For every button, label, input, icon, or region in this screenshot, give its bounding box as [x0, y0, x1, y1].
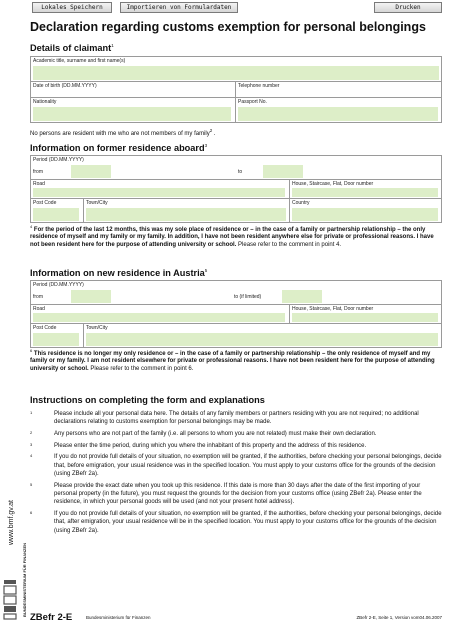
new-town-label: Town/City — [86, 325, 108, 331]
footer-reference: ZBefr 2-E, Seite 1, Version vom04.06.2007 — [356, 615, 442, 620]
former-road-row — [31, 180, 441, 199]
toolbar — [0, 0, 452, 16]
new-postcode-label: Post Code — [33, 325, 57, 331]
claimant-name-field[interactable] — [33, 66, 439, 80]
new-road-row — [31, 305, 441, 324]
former-period-label: Period (DD.MM.YYYY) — [33, 157, 84, 163]
passport-field[interactable] — [238, 107, 438, 121]
former-road-field[interactable] — [33, 188, 285, 197]
instruction-number: 5 — [30, 481, 33, 487]
new-period-label: Period (DD.MM.YYYY) — [33, 282, 84, 288]
claimant-heading: Details of claimant$^1$ — [30, 43, 114, 54]
resident-statement: No persons are resident with me who are not members of my family$^2$ . — [30, 128, 216, 137]
former-postcode-field[interactable] — [33, 208, 79, 221]
claimant-nationality-row — [31, 98, 441, 123]
former-road-label: Road — [33, 181, 45, 187]
instruction-text: If you do not provide full details of your situation, no exemption will be granted, if the authorities, before checking your personal belongings, decide that, before emigration, your usual residence was in the specified location. You must apply to your customs office for the grounds of the decision (using ZBefr 2a). — [54, 454, 442, 477]
former-to-field[interactable] — [263, 165, 303, 178]
new-period-row — [31, 281, 441, 305]
page-title: Declaration regarding customs exemption for personal belongings — [30, 20, 426, 34]
import-form-data-button[interactable]: Importieren von Formulardaten — [120, 2, 238, 13]
new-house-label: House, Staircase, Flat, Door number — [292, 306, 374, 312]
former-town-field[interactable] — [86, 208, 286, 221]
former-residence-note: $^4$ For the period of the last 12 months, this was my sole place of residence or – in the case of a family or partnership relationship – the only residence of myself and my family or my family. In addition, I have not been resident anywhere else for private or professional reasons. I have not been resident here for the purpose of attending university or school. Please refer to the comment in point 4. — [30, 224, 434, 248]
former-from-label: from — [33, 169, 43, 175]
academic-title-label: Academic title, surname and first name(s) — [33, 58, 126, 64]
former-house-label: House, Staircase, Flat, Door number — [292, 181, 374, 187]
instruction-item — [30, 510, 442, 535]
instruction-text: Please include all your personal data here. The details of any family members or partners residing with you are not required; no additional declarations relating to customs exemption for personal belongings may be made. — [54, 411, 419, 426]
former-house-field[interactable] — [292, 188, 438, 197]
telephone-label: Telephone number — [238, 83, 280, 89]
nationality-label: Nationality — [33, 99, 57, 105]
former-period-row — [31, 156, 441, 180]
instructions-list — [30, 410, 442, 538]
new-town-field[interactable] — [86, 333, 438, 346]
former-residence-box — [30, 155, 442, 223]
instruction-text: Please enter the time period, during which you where the inhabitant of this property and the address of this residence. — [54, 442, 367, 449]
instruction-number: 2 — [30, 430, 33, 435]
instruction-text: If you do not provide full details of your situation, no exemption will be granted, if the authorities, before checking your personal belongings, decide that, after emigration, your usual residence will be in the specified location. You must apply to your customs office for the grounds of the decision (using ZBefr 2a). — [54, 511, 442, 534]
print-button[interactable]: Drucken — [374, 2, 442, 13]
instruction-number: 3 — [30, 441, 33, 447]
nationality-field[interactable] — [33, 107, 231, 121]
instruction-number: 6 — [30, 510, 33, 515]
instructions-heading: Instructions on completing the form and explanations — [30, 395, 265, 405]
new-residence-note: $^6$ This residence is no longer my only residence or – in the case of a family or partnership relationship – the only residence of myself and my family or my family. I am not resident elsewhere for private or professional reasons. I have not been resident here for the purpose of attending university or school. Please refer to the comment in point 6. — [30, 348, 435, 372]
save-local-button[interactable]: Lokales Speichern — [32, 2, 112, 13]
new-from-field[interactable] — [71, 290, 111, 303]
new-road-field[interactable] — [33, 313, 285, 322]
instruction-text: Please provide the exact date when you took up this residence. If this date is more than 30 days after the date of the first importing of your personal property (in the future), you must request the grounds for the decision from your customs office (using ZBefr 2a). Please enter the residence, in which your personal goods will be used (and not your present hotel address). — [54, 482, 422, 506]
former-postcode-row — [31, 199, 441, 223]
instruction-item — [30, 482, 442, 507]
instruction-number: 1 — [30, 410, 33, 415]
instruction-item — [30, 442, 442, 450]
date-of-birth-label: Date of birth (DD.MM.YYYY) — [33, 83, 97, 89]
former-from-field[interactable] — [71, 165, 111, 178]
claimant-dob-row — [31, 82, 441, 98]
ministry-name: BUNDESMINISTERIUM FÜR FINANZEN — [22, 543, 27, 617]
new-to-field[interactable] — [282, 290, 322, 303]
new-to-label: to (if limited) — [234, 294, 262, 300]
instruction-text: Any persons who are not part of the family (i.e. all persons to whom you are not related) must make their own declaration. — [54, 431, 377, 437]
instruction-item — [30, 430, 442, 438]
instruction-number: 4 — [30, 453, 33, 459]
bmf-logo-icon — [3, 580, 17, 620]
former-country-field[interactable] — [292, 208, 438, 221]
instruction-item — [30, 410, 442, 427]
new-house-field[interactable] — [292, 313, 438, 322]
former-residence-heading: Information on former residence aboard$^3$ — [30, 143, 208, 154]
former-to-label: to — [238, 169, 243, 175]
former-country-label: Country — [292, 200, 310, 206]
new-residence-box — [30, 280, 442, 348]
claimant-name-row — [31, 57, 441, 82]
page-footer — [30, 611, 442, 625]
former-town-label: Town/City — [86, 200, 108, 206]
new-postcode-field[interactable] — [33, 333, 79, 346]
claimant-box — [30, 56, 442, 123]
new-residence-heading: Information on new residence in Austria$^5$ — [30, 268, 208, 279]
passport-label: Passport No. — [238, 99, 267, 105]
footer-ministry: Bundesministerium für Finanzen — [86, 615, 151, 620]
new-road-label: Road — [33, 306, 45, 312]
form-code: ZBefr 2-E — [30, 612, 73, 623]
new-postcode-row — [31, 324, 441, 348]
former-postcode-label: Post Code — [33, 200, 57, 206]
new-from-label: from — [33, 294, 43, 300]
instruction-item — [30, 453, 442, 478]
ministry-url[interactable]: www.bmf.gv.at — [8, 500, 15, 545]
